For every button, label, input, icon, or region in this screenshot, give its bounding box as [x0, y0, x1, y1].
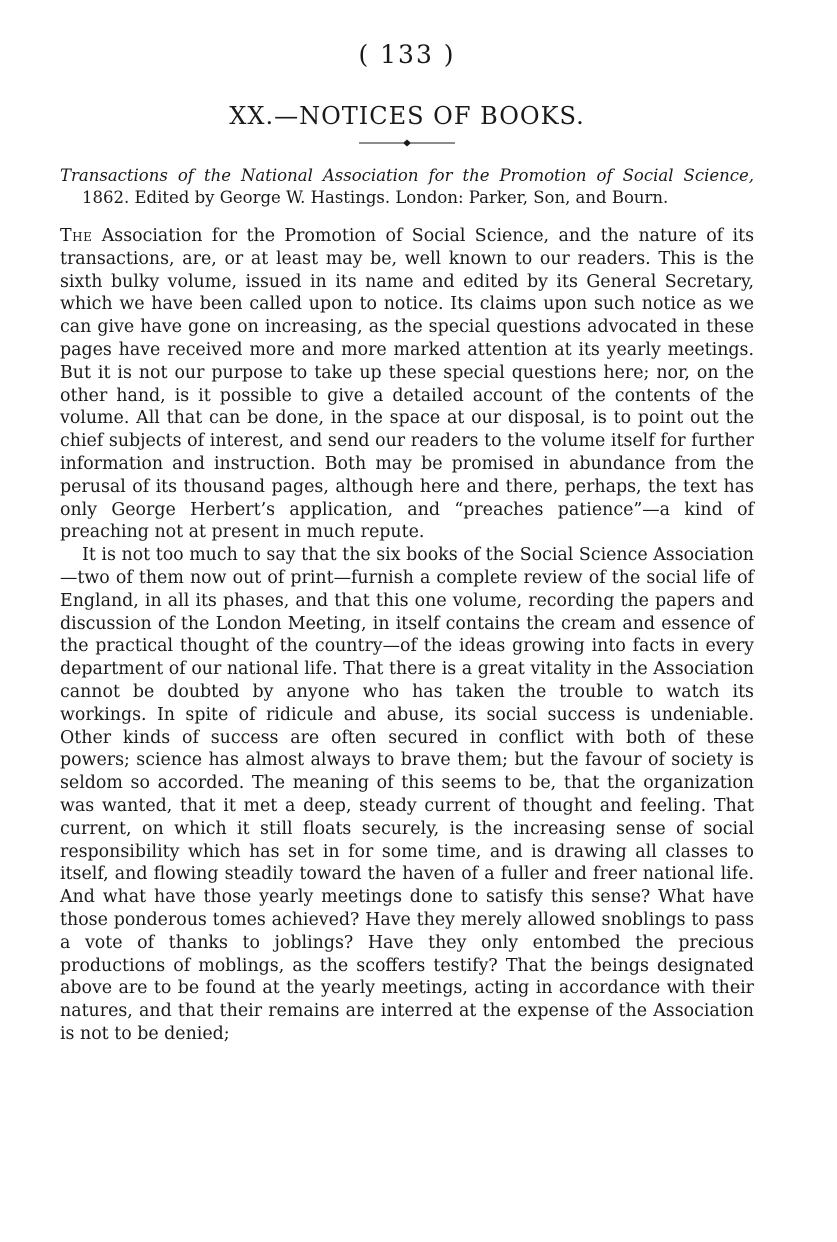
book-details: 1862. Edited by George W. Hastings. London: Parker, Son, and Bourn. [82, 188, 669, 207]
paragraph-1-text: Association for the Promotion of Social Science, and the nature of its transactions, are, or at least may be, well known to our readers. This is the sixth bulky volume, issued in its name and edited by its General Secretary, which we have been called upon to notice. Its claims upon such notice as we can give have gone on increasing, as the special questions advocated in these pages have received more and more marked attention at its yearly meetings. But it is not our purpose to take up these special questions here; nor, on the other hand, is it possible to give a detailed account of the contents of the volume. All that can be done, in the space at our disposal, is to point out the chief subjects of interest, and send our readers to the volume itself for further information and instruction. Both may be promised in abundance from the perusal of its thousand pages, although here and there, perhaps, the text has only George Herbert’s application, and “preaches patience”—a kind of preaching not at present in much repute. [60, 226, 754, 543]
book-title: Transactions of the National Association for the Promotion of Social Science, [60, 166, 754, 185]
book-page [60, 40, 754, 1046]
paragraph-1 [60, 225, 754, 544]
drop-word: The [60, 226, 93, 246]
divider-ornament [359, 139, 455, 147]
review-body [60, 225, 754, 1046]
section-title: XX.—NOTICES OF BOOKS. [229, 102, 585, 130]
page-number: ( 133 ) [358, 40, 456, 69]
book-citation [60, 165, 754, 209]
paragraph-2: It is not too much to say that the six books of the Social Science Association—two of them now out of print—furnish a complete review of the social life of England, in all its phases, and that this one volume, recording the papers and discussion of the London Meeting, in itself contains the cream and essence of the practical thought of the country—of the ideas growing into facts in every department of our national life. That there is a great vitality in the Association cannot be doubted by anyone who has taken the trouble to watch its workings. In spite of ridicule and abuse, its social success is undeniable. Other kinds of success are often secured in conflict with both of these powers; science has almost always to brave them; but the favour of society is seldom so accorded. The meaning of this seems to be, that the organization was wanted, that it met a deep, steady current of thought and feeling. That current, on which it still floats securely, is the increasing sense of social responsibility which has set in for some time, and is drawing all classes to itself, and flowing steadily toward the haven of a fuller and freer national life. And what have those yearly meetings done to satisfy this sense? What have those ponderous tomes achieved? Have they merely allowed snoblings to pass a vote of thanks to joblings? Have they only entombed the precious productions of moblings, as the scoffers testify? That the beings designated above are to be found at the yearly meetings, acting in accordance with their natures, and that their remains are interred at the expense of the Association is not to be denied; [60, 545, 754, 1044]
